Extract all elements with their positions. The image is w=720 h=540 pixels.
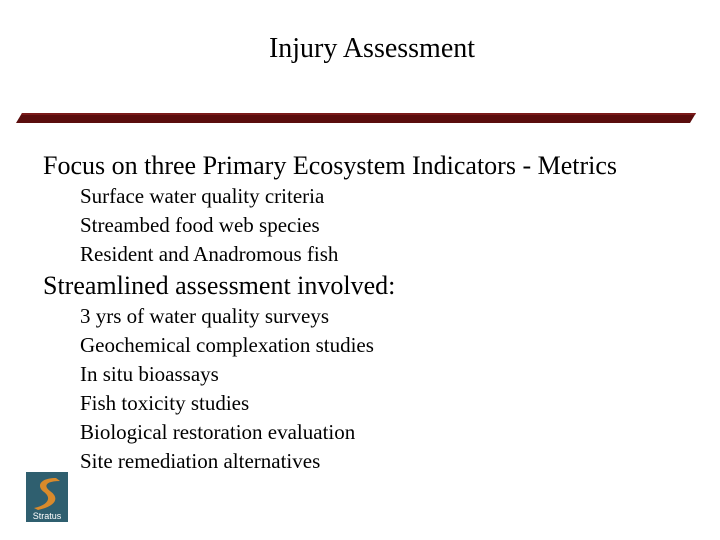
title-divider-bar — [16, 113, 696, 123]
divider-highlight — [21, 113, 696, 115]
list-item: Biological restoration evaluation — [80, 420, 356, 444]
list-item: Streambed food web species — [80, 213, 320, 237]
list-item: 3 yrs of water quality surveys — [80, 304, 330, 328]
slide-title: Injury Assessment — [268, 33, 476, 64]
list-item: Fish toxicity studies — [80, 391, 250, 415]
list-item: Resident and Anadromous fish — [80, 242, 339, 266]
list-item: Surface water quality criteria — [80, 184, 325, 208]
assessment-list — [80, 302, 374, 476]
list-item: In situ bioassays — [80, 362, 219, 386]
section-heading-indicators: Focus on three Primary Ecosystem Indicators - Metrics — [43, 151, 618, 180]
stratus-logo — [26, 472, 68, 522]
section-heading-assessment: Streamlined assessment involved: — [43, 271, 396, 300]
list-item: Site remediation alternatives — [80, 449, 321, 473]
indicators-list — [80, 182, 338, 269]
logo-wordmark: Stratus — [32, 511, 62, 521]
list-item: Geochemical complexation studies — [80, 333, 374, 357]
